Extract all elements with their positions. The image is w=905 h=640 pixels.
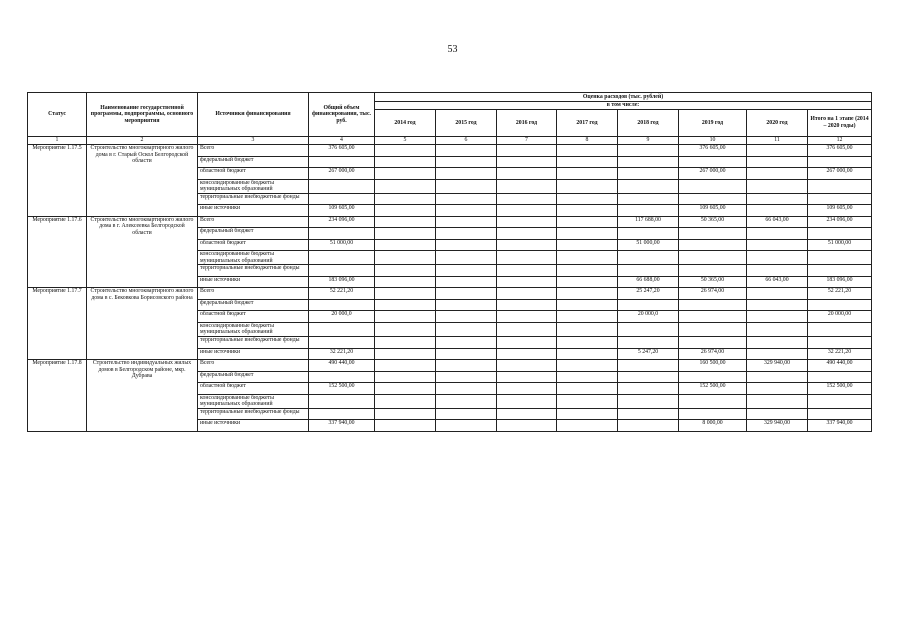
header-including: в том числе: [375, 102, 872, 110]
year-value-cell [497, 299, 557, 311]
year-value-cell: 5 247,20 [618, 348, 679, 360]
header-total: Общий объем финансирования, тыс. руб. [309, 93, 375, 137]
year-value-cell [557, 288, 618, 300]
year-value-cell [497, 408, 557, 420]
year-value-cell [436, 239, 497, 251]
year-value-cell [497, 360, 557, 372]
header-year: 2016 год [497, 110, 557, 137]
year-value-cell [375, 239, 436, 251]
year-value-cell: 50 365,00 [679, 276, 747, 288]
year-value-cell [436, 371, 497, 383]
column-number: 3 [198, 137, 309, 145]
stage-total-cell: 376 605,00 [808, 145, 872, 157]
year-value-cell [557, 251, 618, 265]
total-cell [309, 408, 375, 420]
year-value-cell [375, 408, 436, 420]
year-value-cell: 66 043,00 [747, 276, 808, 288]
year-value-cell [618, 337, 679, 349]
year-value-cell [436, 145, 497, 157]
year-value-cell [747, 322, 808, 336]
year-value-cell [497, 156, 557, 168]
year-value-cell [375, 348, 436, 360]
year-value-cell [436, 299, 497, 311]
stage-total-cell [808, 394, 872, 408]
total-cell: 183 096,00 [309, 276, 375, 288]
year-value-cell [497, 322, 557, 336]
budget-table [27, 92, 872, 432]
source-cell: Всего [198, 216, 309, 228]
status-cell: Мероприятие 1.17.5 [28, 145, 87, 217]
year-value-cell [679, 179, 747, 193]
year-value-cell [375, 265, 436, 277]
header-year: 2017 год [557, 110, 618, 137]
year-value-cell [436, 156, 497, 168]
year-value-cell [557, 394, 618, 408]
year-value-cell [747, 299, 808, 311]
year-value-cell [618, 265, 679, 277]
total-cell: 376 605,00 [309, 145, 375, 157]
year-value-cell [436, 394, 497, 408]
year-value-cell [747, 205, 808, 217]
total-cell [309, 179, 375, 193]
total-cell [309, 265, 375, 277]
source-cell: консолидированные бюджеты муниципальных образований [198, 322, 309, 336]
year-value-cell [618, 394, 679, 408]
year-value-cell [375, 322, 436, 336]
year-value-cell [557, 299, 618, 311]
year-value-cell [557, 216, 618, 228]
year-value-cell [679, 337, 747, 349]
year-value-cell: 26 974,00 [679, 288, 747, 300]
year-value-cell [375, 371, 436, 383]
year-value-cell [747, 156, 808, 168]
year-value-cell [497, 228, 557, 240]
year-value-cell [436, 179, 497, 193]
year-value-cell [618, 205, 679, 217]
header-year: 2014 год [375, 110, 436, 137]
year-value-cell [618, 299, 679, 311]
stage-total-cell: 152 500,00 [808, 383, 872, 395]
stage-total-cell: 267 000,00 [808, 168, 872, 180]
year-value-cell [375, 216, 436, 228]
year-value-cell [375, 168, 436, 180]
year-value-cell [679, 239, 747, 251]
year-value-cell [375, 228, 436, 240]
year-value-cell [497, 337, 557, 349]
stage-total-cell: 20 000,00 [808, 311, 872, 323]
year-value-cell [557, 337, 618, 349]
year-value-cell [436, 311, 497, 323]
year-value-cell [747, 311, 808, 323]
source-cell: Всего [198, 360, 309, 372]
year-value-cell [436, 205, 497, 217]
year-value-cell [747, 394, 808, 408]
source-cell: территориальные внебюджетные фонды [198, 408, 309, 420]
year-value-cell [497, 394, 557, 408]
year-value-cell [618, 408, 679, 420]
year-value-cell [747, 168, 808, 180]
year-value-cell [497, 265, 557, 277]
event-name-cell: Строительство индивидуальных жилых домов в Белгородском районе, мкр. Дубрава [87, 360, 198, 432]
header-name: Наименование государственной программы, подпрограммы, основного мероприятия [87, 93, 198, 137]
year-value-cell [618, 383, 679, 395]
year-value-cell: 8 000,00 [679, 420, 747, 432]
year-value-cell [618, 168, 679, 180]
stage-total-cell [808, 193, 872, 205]
header-source: Источники финансирования [198, 93, 309, 137]
year-value-cell: 109 605,00 [679, 205, 747, 217]
year-value-cell [679, 371, 747, 383]
year-value-cell [436, 348, 497, 360]
year-value-cell [618, 322, 679, 336]
year-value-cell [679, 265, 747, 277]
year-value-cell: 66 043,00 [747, 216, 808, 228]
year-value-cell [497, 420, 557, 432]
year-value-cell [497, 205, 557, 217]
stage-total-cell [808, 156, 872, 168]
year-value-cell [497, 311, 557, 323]
year-value-cell [436, 228, 497, 240]
column-number: 4 [309, 137, 375, 145]
year-value-cell [436, 322, 497, 336]
year-value-cell [557, 179, 618, 193]
year-value-cell [747, 251, 808, 265]
year-value-cell [557, 360, 618, 372]
year-value-cell [557, 193, 618, 205]
year-value-cell [747, 179, 808, 193]
stage-total-cell: 337 940,00 [808, 420, 872, 432]
status-cell: Мероприятие 1.17.7 [28, 288, 87, 360]
total-cell: 267 000,00 [309, 168, 375, 180]
source-cell: территориальные внебюджетные фонды [198, 193, 309, 205]
year-value-cell [557, 276, 618, 288]
year-value-cell [618, 179, 679, 193]
source-cell: консолидированные бюджеты муниципальных образований [198, 251, 309, 265]
source-cell: областной бюджет [198, 168, 309, 180]
header-year: 2019 год [679, 110, 747, 137]
total-cell: 51 000,00 [309, 239, 375, 251]
year-value-cell: 160 500,00 [679, 360, 747, 372]
year-value-cell [497, 251, 557, 265]
year-value-cell [557, 420, 618, 432]
table-row [28, 145, 872, 157]
year-value-cell: 20 000,0 [618, 311, 679, 323]
source-cell: областной бюджет [198, 311, 309, 323]
year-value-cell [557, 239, 618, 251]
column-number: 8 [557, 137, 618, 145]
year-value-cell [375, 288, 436, 300]
table-header [28, 93, 872, 145]
total-cell: 152 500,00 [309, 383, 375, 395]
year-value-cell [747, 288, 808, 300]
year-value-cell [436, 420, 497, 432]
total-cell: 490 440,00 [309, 360, 375, 372]
stage-total-cell: 52 221,20 [808, 288, 872, 300]
status-cell: Мероприятие 1.17.8 [28, 360, 87, 432]
year-value-cell [497, 276, 557, 288]
year-value-cell [747, 408, 808, 420]
status-cell: Мероприятие 1.17.6 [28, 216, 87, 288]
stage-total-cell [808, 251, 872, 265]
year-value-cell [679, 394, 747, 408]
source-cell: федеральный бюджет [198, 156, 309, 168]
source-cell: федеральный бюджет [198, 228, 309, 240]
column-number: 10 [679, 137, 747, 145]
stage-total-cell [808, 371, 872, 383]
year-value-cell [618, 145, 679, 157]
year-value-cell [618, 360, 679, 372]
year-value-cell [557, 145, 618, 157]
year-value-cell [497, 145, 557, 157]
total-cell: 234 096,00 [309, 216, 375, 228]
year-value-cell [557, 322, 618, 336]
source-cell: иные источники [198, 420, 309, 432]
year-value-cell [436, 193, 497, 205]
year-value-cell [679, 251, 747, 265]
event-name-cell: Строительство многоквартирного жилого дома в г. Старый Оскол Белгородской области [87, 145, 198, 217]
year-value-cell [375, 205, 436, 217]
source-cell: областной бюджет [198, 239, 309, 251]
year-value-cell [436, 265, 497, 277]
source-cell: федеральный бюджет [198, 299, 309, 311]
column-number: 12 [808, 137, 872, 145]
table-row [28, 288, 872, 300]
source-cell: Всего [198, 288, 309, 300]
event-name-cell: Строительство многоквартирного жилого дома в с. Бековкова Борисовского района [87, 288, 198, 360]
year-value-cell [375, 156, 436, 168]
event-name-cell: Строительство многоквартирного жилого дома в г. Алексеевка Белгородской области [87, 216, 198, 288]
total-cell [309, 228, 375, 240]
stage-total-cell [808, 337, 872, 349]
year-value-cell [436, 251, 497, 265]
year-value-cell: 66 688,00 [618, 276, 679, 288]
year-value-cell [557, 408, 618, 420]
year-value-cell [679, 228, 747, 240]
source-cell: консолидированные бюджеты муниципальных образований [198, 394, 309, 408]
column-number: 6 [436, 137, 497, 145]
year-value-cell: 329 940,00 [747, 420, 808, 432]
source-cell: областной бюджет [198, 383, 309, 395]
year-value-cell [375, 299, 436, 311]
year-value-cell: 51 000,00 [618, 239, 679, 251]
year-value-cell [497, 348, 557, 360]
year-value-cell [375, 360, 436, 372]
year-value-cell [618, 371, 679, 383]
year-value-cell [679, 311, 747, 323]
year-value-cell [497, 239, 557, 251]
year-value-cell [436, 360, 497, 372]
year-value-cell [557, 348, 618, 360]
stage-total-cell [808, 265, 872, 277]
total-cell: 109 605,00 [309, 205, 375, 217]
total-cell [309, 337, 375, 349]
year-value-cell [436, 383, 497, 395]
total-cell [309, 299, 375, 311]
year-value-cell [557, 156, 618, 168]
year-value-cell [557, 371, 618, 383]
year-value-cell [436, 408, 497, 420]
year-value-cell [747, 371, 808, 383]
year-value-cell [375, 276, 436, 288]
source-cell: Всего [198, 145, 309, 157]
stage-total-cell: 234 096,00 [808, 216, 872, 228]
column-number: 7 [497, 137, 557, 145]
header-year: 2015 год [436, 110, 497, 137]
year-value-cell [747, 145, 808, 157]
table-body [28, 145, 872, 432]
year-value-cell [497, 383, 557, 395]
year-value-cell [436, 276, 497, 288]
source-cell: территориальные внебюджетные фонды [198, 265, 309, 277]
year-value-cell [375, 311, 436, 323]
year-value-cell [747, 239, 808, 251]
year-value-cell [497, 179, 557, 193]
year-value-cell [557, 311, 618, 323]
year-value-cell [618, 251, 679, 265]
column-number: 2 [87, 137, 198, 145]
year-value-cell [557, 228, 618, 240]
year-value-cell: 117 688,00 [618, 216, 679, 228]
year-value-cell [497, 168, 557, 180]
year-value-cell: 267 000,00 [679, 168, 747, 180]
column-number: 1 [28, 137, 87, 145]
year-value-cell [679, 408, 747, 420]
year-value-cell [375, 193, 436, 205]
total-cell: 32 221,20 [309, 348, 375, 360]
table-row [28, 360, 872, 372]
year-value-cell [375, 383, 436, 395]
year-value-cell: 50 365,00 [679, 216, 747, 228]
year-value-cell [747, 337, 808, 349]
source-cell: иные источники [198, 205, 309, 217]
year-value-cell [436, 337, 497, 349]
year-value-cell [436, 168, 497, 180]
year-value-cell: 376 605,00 [679, 145, 747, 157]
year-value-cell [557, 383, 618, 395]
year-value-cell [618, 156, 679, 168]
year-value-cell [436, 288, 497, 300]
total-cell [309, 371, 375, 383]
total-cell: 20 000,0 [309, 311, 375, 323]
year-value-cell [497, 193, 557, 205]
total-cell [309, 193, 375, 205]
column-number: 5 [375, 137, 436, 145]
source-cell: федеральный бюджет [198, 371, 309, 383]
year-value-cell [375, 420, 436, 432]
total-cell: 52 221,20 [309, 288, 375, 300]
source-cell: иные источники [198, 276, 309, 288]
year-value-cell [618, 193, 679, 205]
stage-total-cell: 51 000,00 [808, 239, 872, 251]
total-cell [309, 156, 375, 168]
year-value-cell: 152 500,00 [679, 383, 747, 395]
year-value-cell [375, 394, 436, 408]
header-year: 2018 год [618, 110, 679, 137]
year-value-cell [557, 168, 618, 180]
year-value-cell [375, 251, 436, 265]
source-cell: консолидированные бюджеты муниципальных образований [198, 179, 309, 193]
page-number: 53 [447, 44, 458, 55]
year-value-cell [679, 322, 747, 336]
year-value-cell [679, 193, 747, 205]
stage-total-cell: 109 605,00 [808, 205, 872, 217]
year-value-cell [497, 371, 557, 383]
total-cell [309, 251, 375, 265]
total-cell [309, 322, 375, 336]
year-value-cell [747, 265, 808, 277]
total-cell: 337 940,00 [309, 420, 375, 432]
year-value-cell [557, 205, 618, 217]
column-number: 11 [747, 137, 808, 145]
total-cell [309, 394, 375, 408]
year-value-cell [375, 179, 436, 193]
year-value-cell [747, 228, 808, 240]
stage-total-cell [808, 299, 872, 311]
header-status: Статус [28, 93, 87, 137]
column-number: 9 [618, 137, 679, 145]
stage-total-cell [808, 408, 872, 420]
stage-total-cell [808, 179, 872, 193]
year-value-cell: 26 974,00 [679, 348, 747, 360]
table-row [28, 216, 872, 228]
source-cell: иные источники [198, 348, 309, 360]
header-stage-total: Итого на 1 этапе (2014 – 2020 годы) [808, 110, 872, 137]
year-value-cell: 329 940,00 [747, 360, 808, 372]
year-value-cell [375, 145, 436, 157]
year-value-cell [618, 228, 679, 240]
source-cell: территориальные внебюджетные фонды [198, 337, 309, 349]
year-value-cell [747, 348, 808, 360]
year-value-cell [497, 288, 557, 300]
stage-total-cell [808, 228, 872, 240]
stage-total-cell: 183 096,00 [808, 276, 872, 288]
year-value-cell [557, 265, 618, 277]
header-year: 2020 год [747, 110, 808, 137]
year-value-cell: 25 247,20 [618, 288, 679, 300]
year-value-cell [375, 337, 436, 349]
stage-total-cell: 490 440,00 [808, 360, 872, 372]
stage-total-cell: 32 221,20 [808, 348, 872, 360]
year-value-cell [747, 193, 808, 205]
year-value-cell [497, 216, 557, 228]
stage-total-cell [808, 322, 872, 336]
year-value-cell [679, 299, 747, 311]
year-value-cell [436, 216, 497, 228]
year-value-cell [679, 156, 747, 168]
year-value-cell [747, 383, 808, 395]
header-estimate: Оценка расходов (тыс. рублей) [375, 93, 872, 102]
year-value-cell [618, 420, 679, 432]
